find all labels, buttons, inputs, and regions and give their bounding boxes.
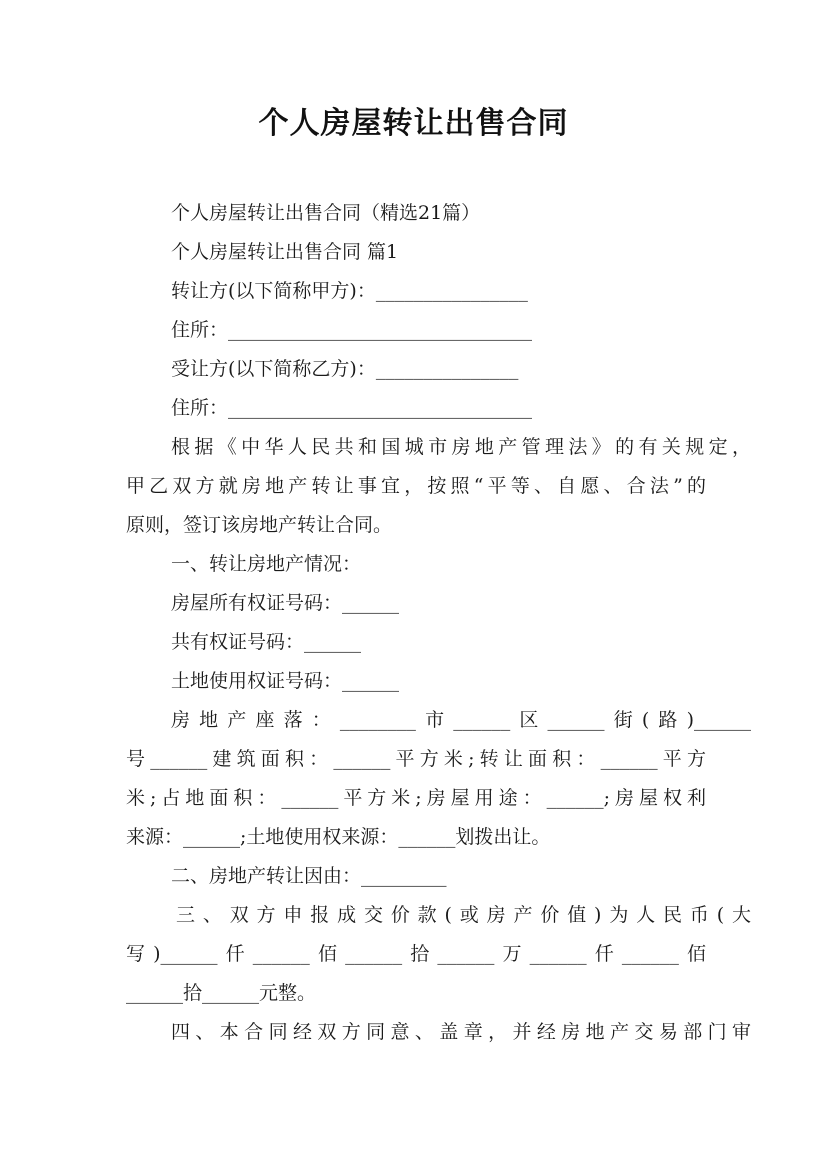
clause-line: 号______建筑面积：______平方米;转让面积：______平方 [126,748,706,770]
clause-line: 房地产座落：________市______区______街(路)______ [171,709,751,731]
subtitle-line: 个人房屋转让出售合同（精选21篇） [171,202,481,224]
clause-line: 四、本合同经双方同意、盖章，并经房地产交易部门审 [171,1021,751,1043]
clause-heading: 一、转让房地产情况： [171,553,362,575]
clause-line: 写)______仟______佰______拾______万______仟______佰 [126,943,706,965]
clause-heading: 二、房地产转让因由：_________ [171,865,447,887]
clause-line: 土地使用权证号码：______ [171,670,400,692]
transferor-line: 转让方(以下简称甲方)：________________ [171,280,528,302]
transferor-address-line: 住所：________________________________ [171,319,533,341]
paragraph-line: 根据《中华人民共和国城市房地产管理法》的有关规定， [171,436,751,458]
paragraph-line: 甲乙双方就房地产转让事宜，按照“平等、自愿、合法”的 [126,475,706,497]
section-heading: 个人房屋转让出售合同 篇1 [171,241,399,263]
document-title: 个人房屋转让出售合同 [258,106,569,141]
transferee-line: 受让方(以下简称乙方)：_______________ [171,358,519,380]
clause-line: ______拾______元整。 [126,982,317,1004]
clause-line: 来源：______;土地使用权来源：______划拨出让。 [126,826,551,848]
clause-line: 共有权证号码：______ [171,631,362,653]
transferee-address-line: 住所：________________________________ [171,397,533,419]
clause-line: 米;占地面积：______平方米;房屋用途：______;房屋权利 [126,787,706,809]
clause-line: 三、双方申报成交价款(或房产价值)为人民币(大 [176,904,751,926]
paragraph-line: 原则，签订该房地产转让合同。 [126,514,393,536]
clause-line: 房屋所有权证号码：______ [171,592,400,614]
